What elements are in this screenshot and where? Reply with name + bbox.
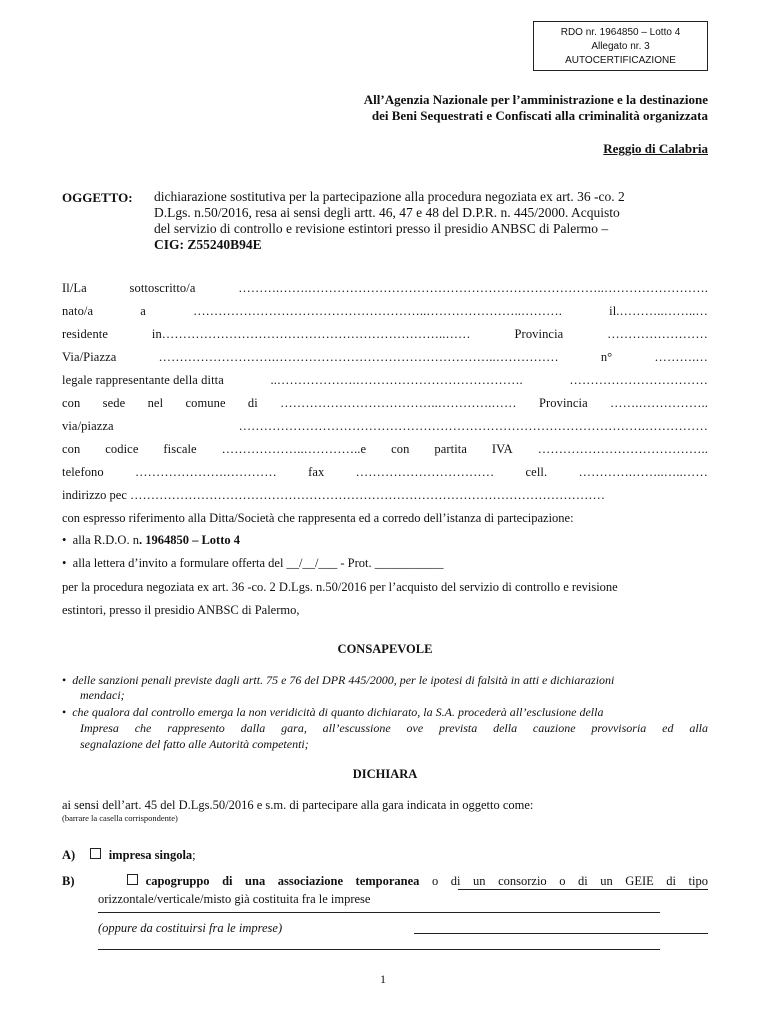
field-sede-comune[interactable]: con sede nel comune di ………………………………..………….…… Provincia …….…………….. — [62, 396, 708, 410]
field-nato-a[interactable]: nato/a a ………………………………………………..…………………..………. il.………..……..… — [62, 304, 708, 318]
field-legale-rappresentante[interactable]: legale rappresentante della ditta ..……………….…………………………………. …………………………… — [62, 373, 708, 387]
checkbox-impresa-singola[interactable] — [90, 848, 101, 859]
oggetto-label: OGGETTO: — [62, 190, 133, 205]
rdo-reference: RDO nr. 1964850 – Lotto 4 — [560, 27, 681, 38]
allegato-number: Allegato nr. 3 — [591, 41, 650, 52]
checkbox-capogruppo[interactable] — [127, 874, 138, 885]
consapevole-item-2-cont-1: Impresa che rappresento dalla gara, all’escussione ove prevista della cauzione provvisoria ed alla — [80, 721, 708, 735]
riferimento-intro: con espresso riferimento alla Ditta/Società che rappresenta ed a corredo dell’istanza di partecipazione: — [62, 511, 574, 525]
field-indirizzo-pec[interactable]: indirizzo pec …………………………………………………………………………………………………… — [62, 488, 606, 502]
dichiara-heading: DICHIARA — [352, 767, 418, 781]
consapevole-item-2-cont-2: segnalazione del fatto alle Autorità competenti; — [80, 737, 309, 751]
imprese-blank-3[interactable] — [414, 933, 708, 934]
option-b-line-2: orizzontale/verticale/misto già costituita fra le imprese — [98, 892, 371, 906]
procedura-text-2: estintori, presso il presidio ANBSC di Palermo, — [62, 603, 300, 617]
bullet-icon: • — [62, 533, 67, 547]
imprese-blank-4[interactable] — [98, 949, 660, 950]
consapevole-heading: CONSAPEVOLE — [337, 642, 433, 656]
page-number: 1 — [380, 972, 386, 986]
oggetto-line-1: dichiarazione sostitutiva per la partecipazione alla procedura negoziata ex art. 36 -co. 2 — [154, 189, 625, 204]
field-contatti[interactable]: telefono ………………….………… fax …………………………… cell. ………….……..…..…… — [62, 465, 708, 479]
oggetto-line-3: del servizio di controllo e revisione estintori presso il presidio ANBSC di Palermo – — [154, 221, 609, 236]
dichiara-note: (barrare la casella corrispondente) — [62, 813, 178, 823]
consapevole-item-1-cont: mendaci; — [80, 688, 125, 702]
recipient-line-2: dei Beni Sequestrati e Confiscati alla criminalità organizzata — [371, 108, 708, 123]
document-type: AUTOCERTIFICAZIONE — [565, 55, 676, 66]
bullet-lettera-invito: • alla lettera d’invito a formulare offerta del __/__/___ - Prot. ___________ — [62, 556, 444, 570]
bullet-icon: • — [62, 705, 67, 719]
cig-code: CIG: Z55240B94E — [154, 237, 262, 252]
option-b[interactable]: B) capogruppo di una associazione temporanea o di un consorzio o di un GEIE di tipo — [62, 874, 708, 888]
consapevole-item-2: • che qualora dal controllo emerga la non veridicità di quanto dichiarato, la S.A. procederà all’esclusione della — [62, 705, 604, 719]
field-via-piazza[interactable]: Via/Piazza ……………………….……………………………………………..…………… n° ……….… — [62, 350, 708, 364]
field-codice-fiscale[interactable]: con codice fiscale ………………..…………..e con partita IVA ………………………………….. — [62, 442, 708, 456]
field-via-piazza-sede[interactable]: via/piazza …………………………………………………………………………………….…………… — [62, 419, 708, 433]
dichiara-intro: ai sensi dell’art. 45 del D.Lgs.50/2016 e s.m. di partecipare alla gara indicata in oggetto come: — [62, 798, 534, 812]
field-residente[interactable]: residente in…………………………………………………………..…… Provincia …………………… — [62, 327, 708, 341]
consapevole-item-1: • delle sanzioni penali previste dagli artt. 75 e 76 del DPR 445/2000, per le ipotesi di falsità in atti e dichiarazioni — [62, 673, 615, 687]
document-reference-box — [533, 21, 708, 71]
option-a[interactable]: A) impresa singola; — [62, 848, 196, 862]
recipient-line-1: All’Agenzia Nazionale per l’amministrazione e la destinazione — [363, 92, 708, 107]
field-sottoscritto[interactable]: Il/La sottoscritto/a ……….…….……………………………………………………………..……………………. — [62, 281, 708, 295]
imprese-blank-1[interactable] — [458, 889, 708, 890]
oggetto-line-2: D.Lgs. n.50/2016, resa ai sensi degli artt. 46, 47 e 48 del D.P.R. n. 445/2000. Acquisto — [154, 205, 620, 220]
bullet-rdo: • alla R.D.O. n. 1964850 – Lotto 4 — [62, 533, 240, 547]
bullet-icon: • — [62, 556, 67, 570]
procedura-text-1: per la procedura negoziata ex art. 36 -co. 2 D.Lgs. n.50/2016 per l’acquisto del servizio di controllo e revisione — [62, 580, 618, 594]
imprese-blank-2[interactable] — [98, 912, 660, 913]
bullet-icon: • — [62, 673, 67, 687]
recipient-city: Reggio di Calabria — [603, 141, 708, 156]
oppure-text: (oppure da costituirsi fra le imprese) — [98, 921, 283, 935]
